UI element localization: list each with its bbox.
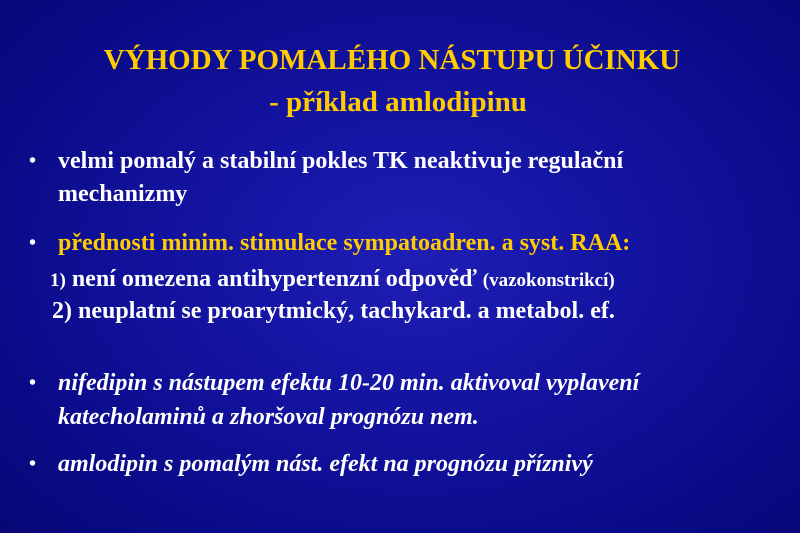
sub-item-1-note: (vazokonstrikcí)	[482, 270, 615, 291]
bullet-dot: •	[29, 453, 37, 475]
bullet-3-line-2: katecholaminů a zhoršoval prognózu nem.	[58, 404, 479, 430]
bullet-1-line-1: velmi pomalý a stabilní pokles TK neaktivuje regulační	[58, 148, 624, 174]
bullet-dot: •	[29, 372, 37, 394]
bullet-dot: •	[29, 232, 37, 254]
sub-item-2: 2) neuplatní se proarytmický, tachykard. a metabol. ef.	[52, 298, 615, 324]
slide-title: VÝHODY POMALÉHO NÁSTUPU ÚČINKU	[103, 44, 681, 76]
bullet-3-line-1: nifedipin s nástupem efektu 10-20 min. aktivoval vyplavení	[58, 370, 640, 396]
bullet-dot: •	[29, 150, 37, 172]
sub-item-1-number: 1)	[50, 270, 66, 291]
bullet-2-text: přednosti minim. stimulace sympatoadren. a syst. RAA:	[58, 230, 631, 256]
bullet-1-line-2: mechanizmy	[58, 181, 188, 207]
sub-item-1-text: není omezena antihypertenzní odpověď	[71, 266, 477, 292]
slide-subtitle: - příklad amlodipinu	[269, 86, 527, 118]
bullet-4-text: amlodipin s pomalým nást. efekt na prognózu příznivý	[58, 451, 593, 477]
sub-item-1	[50, 264, 615, 296]
